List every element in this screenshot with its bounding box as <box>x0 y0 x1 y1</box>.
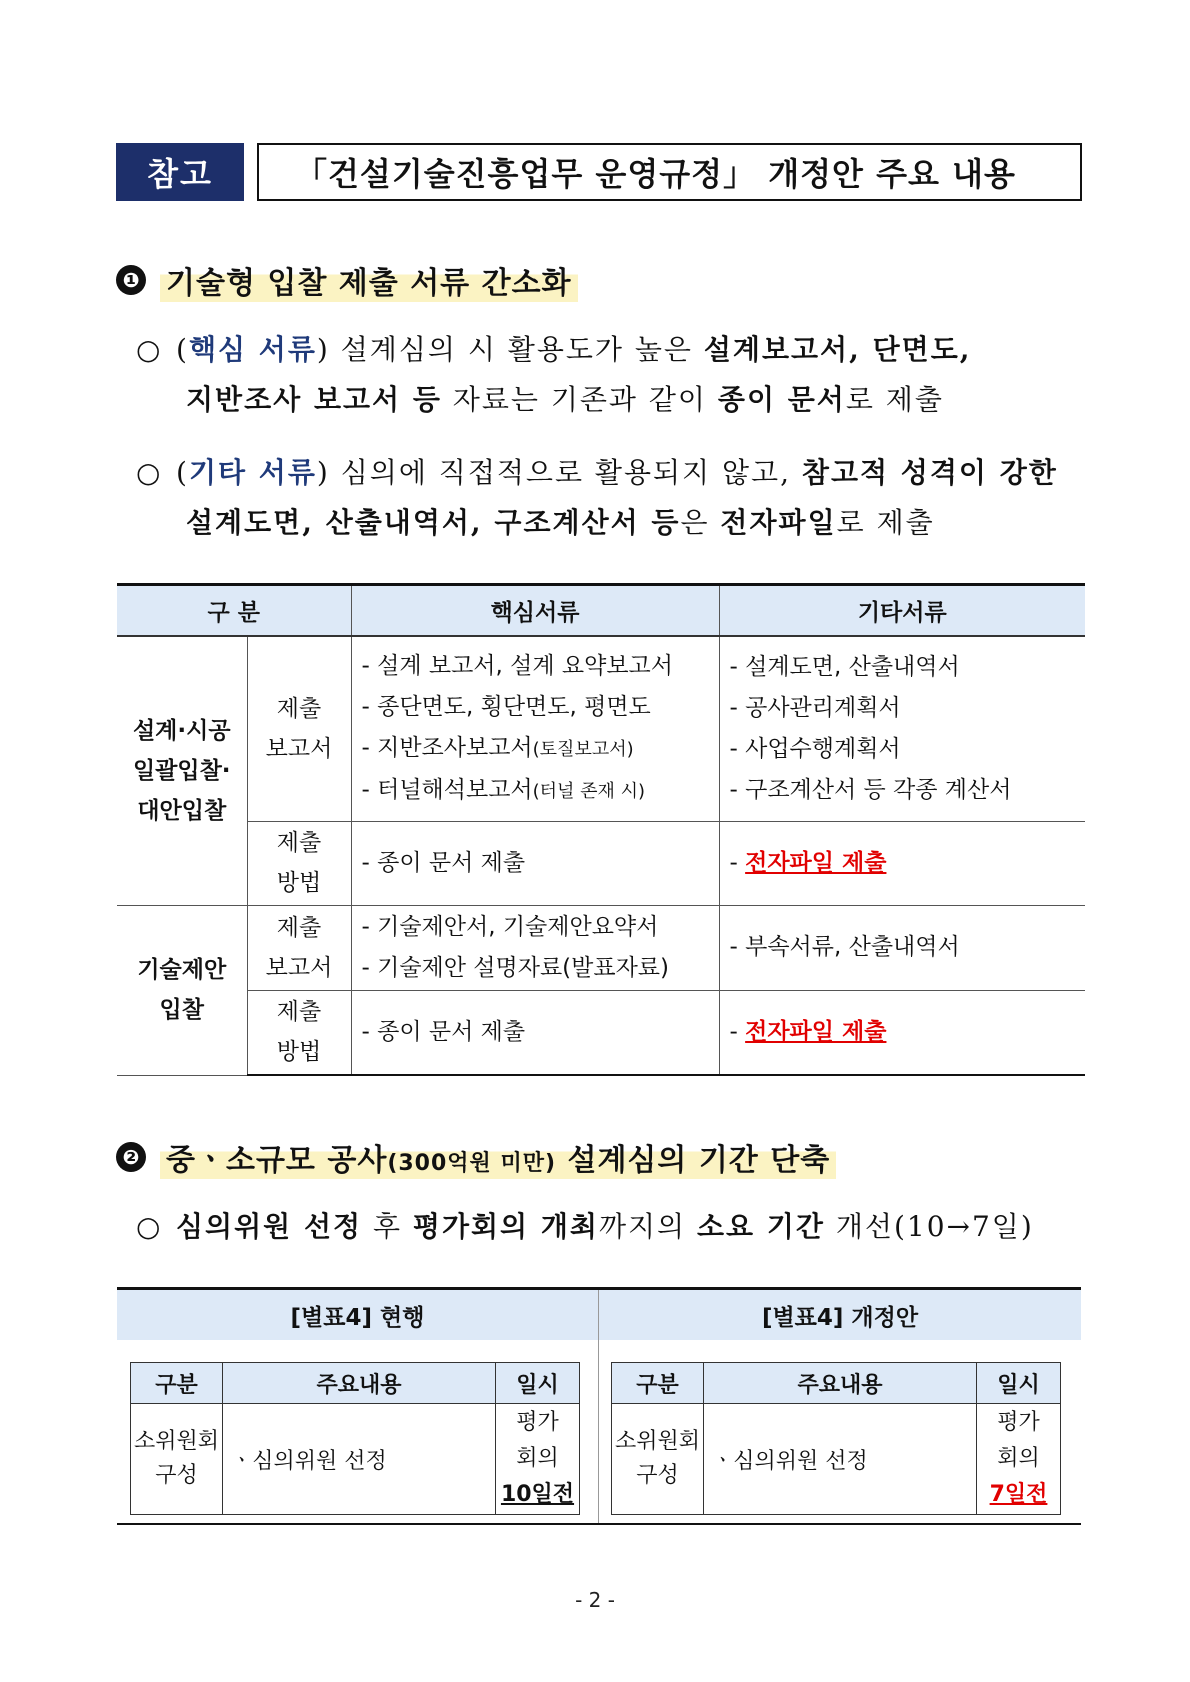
text: 까지의 <box>598 1210 697 1243</box>
core-method: - 종이 문서 제출 <box>351 990 719 1075</box>
text: 개선(10→7일) <box>824 1210 1034 1243</box>
bold-text: 참고적 성격이 강한 <box>801 456 1058 489</box>
bold-text: 전자파일 <box>720 506 837 539</box>
bold-text: 지반조사 보고서 등 <box>186 383 442 416</box>
col-content: 주요내용 <box>704 1363 977 1404</box>
table-header-row <box>117 585 1085 637</box>
schedule-comparison-table <box>117 1287 1081 1525</box>
table-header-row <box>131 1363 580 1404</box>
core-method: - 종이 문서 제출 <box>351 821 719 905</box>
section-1-title: 기술형 입찰 제출 서류 간소화 <box>160 258 578 302</box>
method-label <box>247 821 351 905</box>
table-header-row <box>612 1363 1061 1404</box>
line: 회의 <box>516 1446 559 1471</box>
line: 설계·시공 <box>132 717 231 744</box>
dash: - <box>729 1018 746 1045</box>
text: 중ㆍ소규모 공사 <box>166 1143 388 1178</box>
table-row <box>117 636 1085 821</box>
col-category: 구분 <box>612 1363 704 1404</box>
paren-close: ) <box>316 333 330 366</box>
list-item <box>362 728 711 770</box>
text: - 설계 보고서, 설계 요약보고서 <box>361 652 673 679</box>
submission-documents-table <box>117 583 1085 1076</box>
row-category <box>131 1404 223 1515</box>
list-item <box>362 646 711 687</box>
line: 소위원회 <box>614 1429 700 1454</box>
section-1-bullet-2 <box>136 448 1058 548</box>
report-label <box>247 636 351 821</box>
text: 자료는 기존과 같이 <box>441 383 718 416</box>
text: 후 <box>362 1210 413 1243</box>
core-items <box>351 636 719 821</box>
current-title: [별표4] 현행 <box>117 1290 598 1340</box>
row-category <box>612 1404 704 1515</box>
amended-schedule-table <box>611 1362 1061 1515</box>
group-2-name <box>117 905 247 1075</box>
text: - 지반조사보고서 <box>361 734 533 761</box>
group-1-name <box>117 636 247 905</box>
text: 로 제출 <box>845 383 944 416</box>
section-1-heading <box>116 258 578 302</box>
section-2-bullet <box>136 1202 1034 1252</box>
line: 제출 <box>276 695 322 722</box>
line: 구성 <box>636 1463 679 1488</box>
header-category: 구 분 <box>117 585 351 637</box>
section-1-number: ❶ <box>116 265 146 295</box>
core-docs-label: 핵심 서류 <box>188 333 317 366</box>
line: 평가 <box>516 1410 559 1435</box>
section-2-heading <box>116 1135 836 1179</box>
bold-text: 설계보고서, 단면도, <box>703 333 972 366</box>
bold-text: 심의위원 선정 <box>176 1210 363 1243</box>
bold-text: 설계도면, 산출내역서, 구조계산서 등 <box>186 506 681 539</box>
col-category: 구분 <box>131 1363 223 1404</box>
current-schedule-table <box>130 1362 580 1515</box>
col-time: 일시 <box>977 1363 1061 1404</box>
method-label <box>247 990 351 1075</box>
table-row <box>612 1404 1061 1515</box>
other-items: - 부속서류, 산출내역서 <box>719 905 1085 990</box>
text: (300억원 미만) <box>387 1151 557 1176</box>
line: 방법 <box>276 1039 322 1066</box>
line: 구성 <box>155 1463 198 1488</box>
bold-text: 종이 문서 <box>717 383 846 416</box>
table-row <box>117 821 1085 905</box>
line: 제출 <box>276 914 322 941</box>
text: 심의에 직접적으로 활용되지 않고, <box>329 456 802 489</box>
page-number: - 2 - <box>575 1588 615 1612</box>
line: 소위원회 <box>133 1429 219 1454</box>
col-content: 주요내용 <box>223 1363 496 1404</box>
list-item: - 기술제안서, 기술제안요약서 <box>361 913 659 940</box>
column-divider <box>598 1290 599 1523</box>
line: 일괄입찰· <box>132 757 231 784</box>
col-time: 일시 <box>496 1363 580 1404</box>
bullet-marker: ○ <box>136 1210 163 1243</box>
reference-tag: 참고 <box>116 143 244 201</box>
table-row <box>117 990 1085 1075</box>
text: 설계심의 시 활용도가 높은 <box>329 333 704 366</box>
table-row <box>131 1404 580 1515</box>
line: 기술제안 <box>137 957 227 983</box>
text: 은 <box>680 506 721 539</box>
section-1-bullet-1 <box>136 325 972 425</box>
current-deadline: 10일전 <box>500 1482 575 1507</box>
core-items <box>351 905 719 990</box>
bold-text: 평가회의 개최 <box>412 1210 599 1243</box>
bullet-marker: ○ <box>136 456 163 489</box>
note: (터널 존재 시) <box>532 780 646 802</box>
section-2-title <box>160 1135 836 1179</box>
header-core-docs: 핵심서류 <box>351 585 719 637</box>
bold-text: 소요 기간 <box>697 1210 825 1243</box>
line: 입찰 <box>159 997 204 1023</box>
report-label <box>247 905 351 990</box>
amended-deadline: 7일전 <box>989 1482 1048 1507</box>
line: 회의 <box>997 1446 1040 1471</box>
list-item: - 사업수행계획서 <box>729 735 901 762</box>
electronic-file-emphasis: 전자파일 제출 <box>745 849 887 876</box>
table-row <box>117 905 1085 990</box>
amended-title: [별표4] 개정안 <box>599 1290 1081 1340</box>
line: 보고서 <box>265 735 333 762</box>
paren-open: ( <box>176 333 189 366</box>
row-content: ㆍ심의위원 선정 <box>223 1404 496 1515</box>
note: (토질보고서) <box>532 738 634 760</box>
text: 설계심의 기간 단축 <box>556 1143 831 1178</box>
text: 로 제출 <box>836 506 935 539</box>
other-docs-label: 기타 서류 <box>188 456 317 489</box>
line: 보고서 <box>265 954 333 981</box>
line: 제출 <box>276 830 322 856</box>
paren-close: ) <box>316 456 330 489</box>
list-item: - 공사관리계획서 <box>729 694 901 721</box>
document-title: 「건설기술진흥업무 운영규정」 개정안 주요 내용 <box>257 143 1082 201</box>
header-other-docs: 기타서류 <box>719 585 1085 637</box>
list-item: - 구조계산서 등 각종 계산서 <box>729 776 1012 803</box>
list-item <box>362 770 711 812</box>
dash: - <box>729 849 746 876</box>
text: - 터널해석보고서 <box>361 776 533 803</box>
list-item: - 기술제안 설명자료(발표자료) <box>361 954 669 981</box>
list-item <box>362 687 711 728</box>
row-time <box>496 1404 580 1515</box>
electronic-file-emphasis: 전자파일 제출 <box>745 1018 887 1045</box>
line: 제출 <box>276 999 322 1026</box>
paren-open: ( <box>176 456 189 489</box>
line: 대안입찰 <box>137 797 227 824</box>
list-item: - 설계도면, 산출내역서 <box>729 653 960 680</box>
document-header <box>116 143 1082 201</box>
line: 평가 <box>997 1410 1040 1435</box>
row-time <box>977 1404 1061 1515</box>
other-method <box>719 821 1085 905</box>
other-items <box>719 636 1085 821</box>
text: - 종단면도, 횡단면도, 평면도 <box>361 693 651 720</box>
section-2-number: ❷ <box>116 1142 146 1172</box>
bullet-marker: ○ <box>136 333 163 366</box>
row-content: ㆍ심의위원 선정 <box>704 1404 977 1515</box>
other-method <box>719 990 1085 1075</box>
line: 방법 <box>276 870 322 896</box>
